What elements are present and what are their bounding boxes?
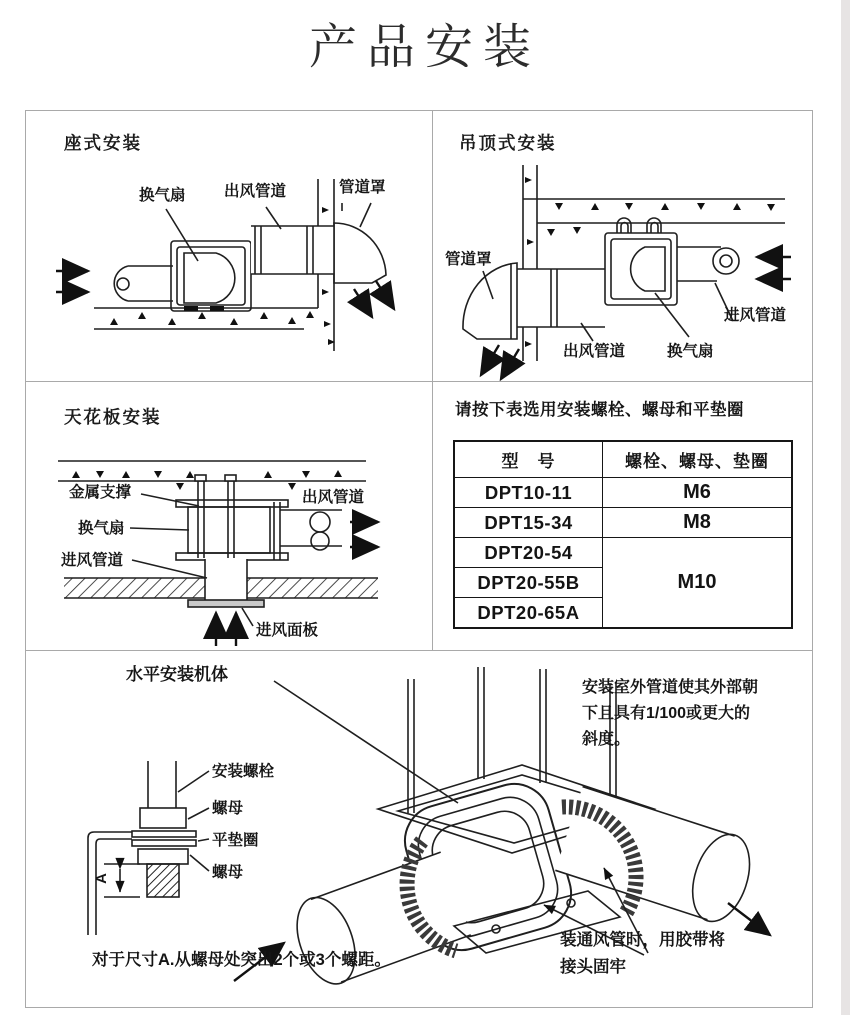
panel-bolt-table: [433, 382, 812, 650]
slab-lines: [58, 461, 366, 481]
outlet-duct-mask: [251, 226, 334, 274]
row-bottom: [26, 651, 812, 1007]
duct-cover-hood: [463, 263, 517, 339]
bolt-spec-table: [453, 440, 793, 629]
page-title: 产品安装: [308, 21, 541, 74]
inlet-panel: [188, 600, 264, 607]
dimension-note: 对于尺寸A.从螺母处突出2个或3个螺距。: [92, 951, 391, 969]
duct-cover-hood: [334, 223, 386, 283]
inlet-panel-label: 进风面板: [256, 622, 319, 639]
fan-label: 换气扇: [78, 520, 125, 537]
inlet-pipe: [677, 247, 739, 281]
row-middle: [26, 382, 812, 651]
table-header-row: [454, 441, 792, 478]
table-row: [454, 538, 792, 568]
bolt-label: 安装螺栓: [212, 763, 275, 780]
seat-mount-title: 座式安装: [64, 133, 142, 153]
outlet-duct-label: 出风管道: [563, 343, 626, 360]
horizontal-body-label: 水平安装机体: [126, 665, 228, 684]
model-cell: DPT20-55B: [454, 568, 603, 598]
panel-horizontal-install: [26, 651, 812, 1007]
dimension-a-label: A: [92, 873, 110, 884]
page-edge-strip: [841, 0, 850, 1015]
table-row: [454, 508, 792, 538]
fan-unit: [171, 241, 251, 311]
hardware-column-header: 螺栓、螺母、垫圈: [603, 441, 793, 478]
panel-seat-mount: [26, 111, 433, 381]
outlet-duct-label: 出风管道: [224, 183, 287, 200]
bolt-selection-instruction: 请按下表选用安装螺栓、螺母和平垫圈: [455, 401, 744, 419]
wall-ceiling-lines: [523, 165, 785, 361]
washer-label: 平垫圈: [212, 832, 259, 849]
panel-ceiling-board: [26, 382, 433, 650]
fan-label: 换气扇: [139, 187, 186, 204]
bolt-table-wrapper: [453, 440, 793, 629]
outlet-duct-label: 出风管道: [302, 489, 365, 506]
diagram-board: [25, 110, 813, 1008]
inlet-duct-label: 进风管道: [724, 307, 787, 324]
nut-top-label: 螺母: [212, 800, 244, 817]
merged-size-cell: M10: [603, 538, 793, 629]
bolt-stack-detail: [88, 761, 196, 935]
metal-support-label: 金属支撑: [69, 484, 132, 501]
outflow-arrows: [350, 522, 378, 547]
model-cell: DPT20-54: [454, 538, 603, 568]
duct-cover-label: 管道罩: [339, 179, 386, 196]
inflow-arrows: [216, 613, 236, 646]
model-cell: DPT10-11: [454, 478, 603, 508]
inlet-pipe: [114, 266, 173, 301]
fan-unit: [605, 218, 677, 305]
fan-label: 换气扇: [667, 343, 714, 360]
duct-cover-label: 管道罩: [445, 251, 492, 268]
inlet-duct-label: 进风管道: [61, 552, 124, 569]
size-cell: M6: [603, 478, 793, 508]
row-top: [26, 111, 812, 382]
table-row: [454, 478, 792, 508]
outlet-duct-mask: [517, 269, 605, 327]
size-cell: M8: [603, 508, 793, 538]
support-rods: [195, 475, 236, 558]
model-cell: DPT15-34: [454, 508, 603, 538]
model-cell: DPT20-65A: [454, 598, 603, 629]
suspended-mount-title: 吊顶式安装: [459, 133, 557, 153]
outflow-arrows: [481, 345, 519, 379]
fan-unit: [176, 500, 288, 560]
panel-ceiling-suspended: [433, 111, 812, 381]
tape-note: 装通风管时，用胶带将接头固牢: [560, 931, 725, 976]
inlet-duct-mask: [205, 559, 247, 600]
nut-bottom-label: 螺母: [212, 864, 244, 881]
slope-note: 安装室外管道使其外部朝下且具有1/100或更大的斜度。: [582, 679, 759, 748]
outflow-arrows: [354, 281, 394, 317]
outlet-duct: [280, 510, 342, 550]
model-column-header: 型 号: [454, 441, 603, 478]
ceiling-mount-title: 天花板安装: [64, 407, 162, 427]
inflow-arrows: [56, 271, 88, 292]
inflow-arrows: [757, 257, 791, 279]
